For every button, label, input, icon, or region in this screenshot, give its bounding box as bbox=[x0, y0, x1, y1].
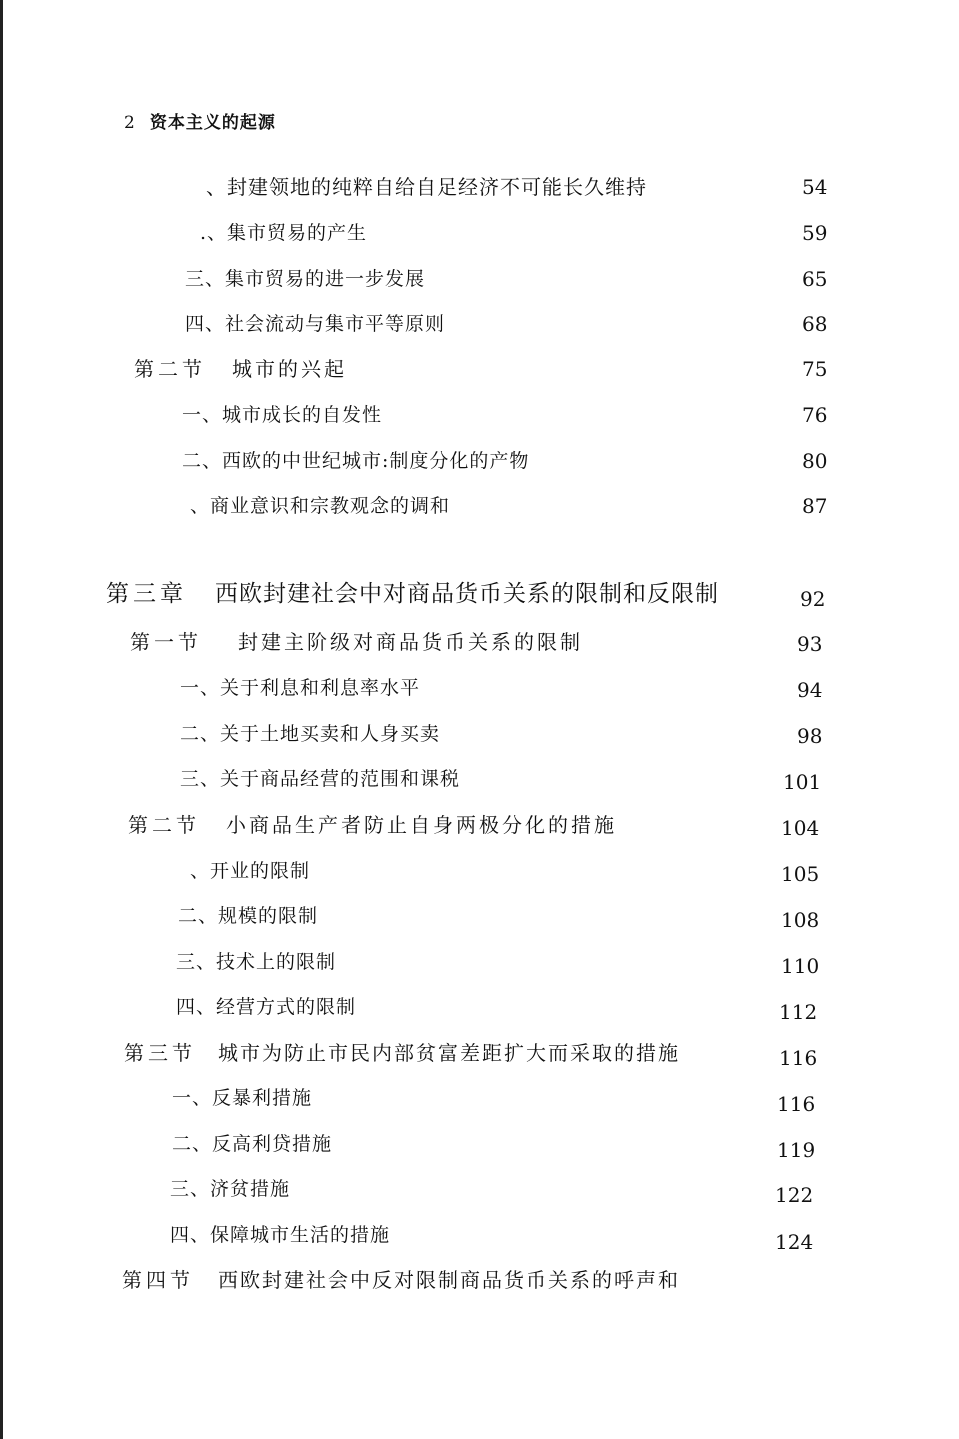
toc-entry: 四、保障城市生活的措施 bbox=[170, 1224, 391, 1246]
toc-page-number: 98 bbox=[797, 724, 823, 748]
toc-page-number: 76 bbox=[802, 403, 828, 427]
section-label: 第二节 bbox=[134, 357, 206, 381]
toc-entry: 一、城市成长的自发性 bbox=[182, 404, 383, 426]
toc-page-number: 116 bbox=[777, 1092, 816, 1116]
toc-page-number: 87 bbox=[802, 494, 828, 518]
toc-page-number: 80 bbox=[802, 449, 828, 473]
toc-entry: 三、技术上的限制 bbox=[176, 951, 337, 973]
running-header bbox=[124, 108, 276, 133]
page-left-border bbox=[0, 0, 3, 1439]
toc-section-heading: 第二节 城市的兴起 bbox=[134, 357, 347, 381]
toc-entry: 、商业意识和宗教观念的调和 bbox=[190, 495, 451, 517]
toc-page-number: 54 bbox=[802, 175, 828, 199]
book-title: 资本主义的起源 bbox=[149, 113, 276, 133]
toc-entry: .、集市贸易的产生 bbox=[200, 222, 368, 244]
toc-page-number: 105 bbox=[781, 862, 820, 886]
toc-entry: 二、规模的限制 bbox=[178, 905, 319, 927]
toc-page-number: 122 bbox=[775, 1183, 814, 1207]
toc-chapter-heading: 第三章 西欧封建社会中对商品货币关系的限制和反限制 bbox=[106, 581, 719, 607]
toc-page-number: 68 bbox=[802, 312, 828, 336]
toc-page-number: 59 bbox=[802, 221, 828, 245]
toc-entry: 三、集市贸易的进一步发展 bbox=[185, 268, 426, 290]
toc-entry: 一、反暴利措施 bbox=[172, 1087, 313, 1109]
toc-entry: 、开业的限制 bbox=[190, 860, 311, 882]
toc-page-number: 110 bbox=[781, 954, 820, 978]
toc-entry: 二、反高利贷措施 bbox=[172, 1133, 333, 1155]
toc-page-number: 65 bbox=[802, 267, 828, 291]
section-label: 第四节 bbox=[122, 1268, 194, 1292]
toc-page-number: 92 bbox=[800, 587, 826, 611]
toc-page-number: 94 bbox=[797, 678, 823, 702]
toc-entry: 四、社会流动与集市平等原则 bbox=[185, 313, 446, 335]
toc-page-number: 75 bbox=[802, 357, 828, 381]
section-label: 第三节 bbox=[124, 1041, 196, 1065]
toc-section-heading: 第二节 小商品生产者防止自身两极分化的措施 bbox=[128, 813, 617, 837]
page-number: 2 bbox=[124, 113, 136, 133]
section-label: 第一节 bbox=[130, 630, 202, 654]
toc-page-number: 93 bbox=[797, 632, 823, 656]
toc-entry: 三、关于商品经营的范围和课税 bbox=[180, 768, 461, 790]
toc-entry: 三、济贫措施 bbox=[170, 1178, 291, 1200]
toc-page-number: 101 bbox=[783, 770, 822, 794]
toc-page-number: 108 bbox=[781, 908, 820, 932]
chapter-label: 第三章 bbox=[106, 581, 187, 607]
toc-page-number: 104 bbox=[781, 816, 820, 840]
toc-entry: 一、关于利息和利息率水平 bbox=[180, 677, 421, 699]
toc-entry: 二、西欧的中世纪城市:制度分化的产物 bbox=[182, 450, 530, 472]
section-label: 第二节 bbox=[128, 813, 200, 837]
toc-page-number: 119 bbox=[777, 1138, 816, 1162]
toc-section-heading: 第四节 西欧封建社会中反对限制商品货币关系的呼声和 bbox=[122, 1268, 680, 1292]
toc-page-number: 112 bbox=[779, 1000, 818, 1024]
toc-page-number: 116 bbox=[779, 1046, 818, 1070]
toc-page-number: 124 bbox=[775, 1230, 814, 1254]
toc-section-heading: 第一节 封建主阶级对商品货币关系的限制 bbox=[130, 630, 583, 654]
toc-entry: 、封建领地的纯粹自给自足经济不可能长久维持 bbox=[206, 175, 647, 199]
toc-entry: 四、经营方式的限制 bbox=[176, 996, 357, 1018]
toc-section-heading: 第三节 城市为防止市民内部贫富差距扩大而采取的措施 bbox=[124, 1041, 680, 1065]
toc-entry: 二、关于土地买卖和人身买卖 bbox=[180, 723, 441, 745]
